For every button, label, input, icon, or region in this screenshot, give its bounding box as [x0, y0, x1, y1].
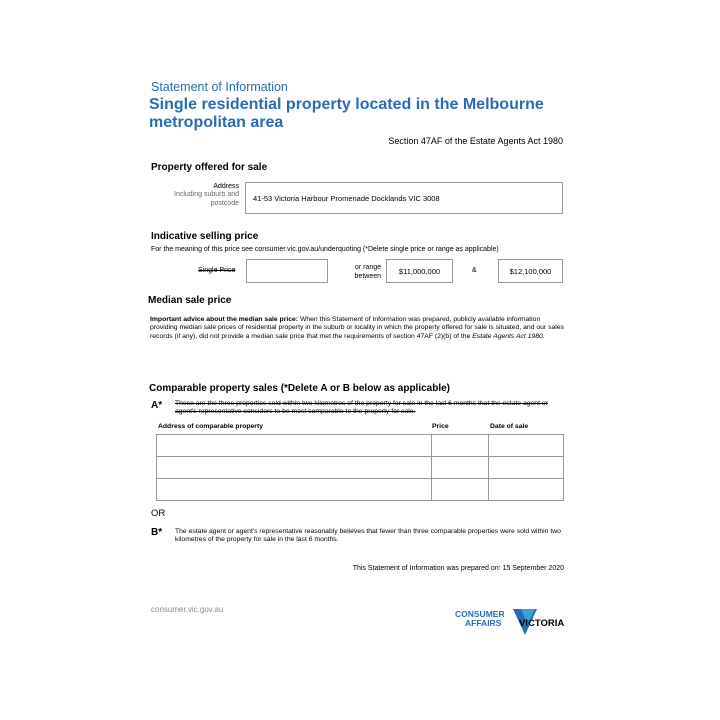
- logo-line-victoria: VICTORIA: [519, 618, 565, 629]
- comparable-heading: Comparable property sales (*Delete A or B below as applicable): [149, 383, 451, 394]
- table-cell[interactable]: [157, 479, 432, 501]
- table-row: [157, 479, 564, 501]
- table-cell[interactable]: [489, 479, 564, 501]
- table-row: [157, 435, 564, 457]
- median-advice-act: Estate Agents Act 1980.: [472, 332, 545, 340]
- option-b-marker: B*: [151, 527, 163, 538]
- price-meaning-note: For the meaning of this price see consumer.vic.gov.au/underquoting (*Delete single price or range as applicable): [151, 246, 499, 253]
- table-cell[interactable]: [157, 435, 432, 457]
- address-sublabel: Including suburb and postcode: [174, 191, 239, 207]
- range-label: or range between: [354, 264, 381, 280]
- single-price-field[interactable]: [246, 259, 328, 283]
- range-low-field[interactable]: $11,000,000: [386, 259, 453, 283]
- logo-line-affairs: AFFAIRS: [465, 618, 502, 628]
- table-cell[interactable]: [489, 457, 564, 479]
- median-heading: Median sale price: [148, 295, 232, 306]
- option-a-text: These are the three properties sold within two kilometres of the property for sale in the last 6 months that the estate agent or agent's representative considers to be most comparable to the property for sale.: [175, 400, 548, 416]
- logo-line-consumer: CONSUMER: [455, 609, 505, 619]
- table-cell[interactable]: [432, 457, 489, 479]
- comparable-sales-table: [156, 434, 564, 501]
- property-heading: Property offered for sale: [151, 162, 268, 173]
- table-cell[interactable]: [157, 457, 432, 479]
- address-field[interactable]: [245, 182, 563, 214]
- page-title: Single residential property located in the Melbourne metropolitan area: [149, 96, 544, 131]
- column-header-date: Date of sale: [490, 423, 529, 430]
- column-header-address: Address of comparable property: [158, 423, 263, 430]
- prepared-date: This Statement of Information was prepared on: 15 September 2020: [352, 565, 564, 572]
- single-price-label: Single Price: [198, 267, 236, 274]
- median-advice: [150, 316, 565, 341]
- table-cell[interactable]: [432, 435, 489, 457]
- option-a-marker: A*: [151, 400, 163, 411]
- section-reference: Section 47AF of the Estate Agents Act 1980: [388, 136, 563, 146]
- range-high-field[interactable]: $12,100,000: [498, 259, 563, 283]
- option-b-text: The estate agent or agent's representative reasonably believes that fewer than three comparable properties were sold within two kilometres of the property for sale in the last 6 months.: [175, 528, 561, 544]
- statement-label: Statement of Information: [151, 80, 288, 94]
- footer-url[interactable]: consumer.vic.gov.au: [151, 605, 224, 614]
- address-label-group: [150, 183, 239, 208]
- table-cell[interactable]: [432, 479, 489, 501]
- address-value: 41-53 Victoria Harbour Promenade Docklands VIC 3008: [253, 194, 440, 203]
- table-row: [157, 457, 564, 479]
- table-cell[interactable]: [489, 435, 564, 457]
- column-header-price: Price: [432, 423, 449, 430]
- or-label: OR: [151, 508, 166, 519]
- median-advice-bold: Important advice about the median sale price:: [150, 316, 299, 323]
- address-label: Address: [213, 183, 239, 190]
- median-advice-text: When this Statement of Information was prepared, publicly available information providing median sale prices of residential property in the suburb or locality in which the property offered for sale is situated, and our sales records (if any), did not provide a median sale price that met the requirements of section 47AF (2)(b) of the: [150, 316, 564, 340]
- price-heading: Indicative selling price: [151, 231, 259, 242]
- range-ampersand: &: [472, 267, 477, 274]
